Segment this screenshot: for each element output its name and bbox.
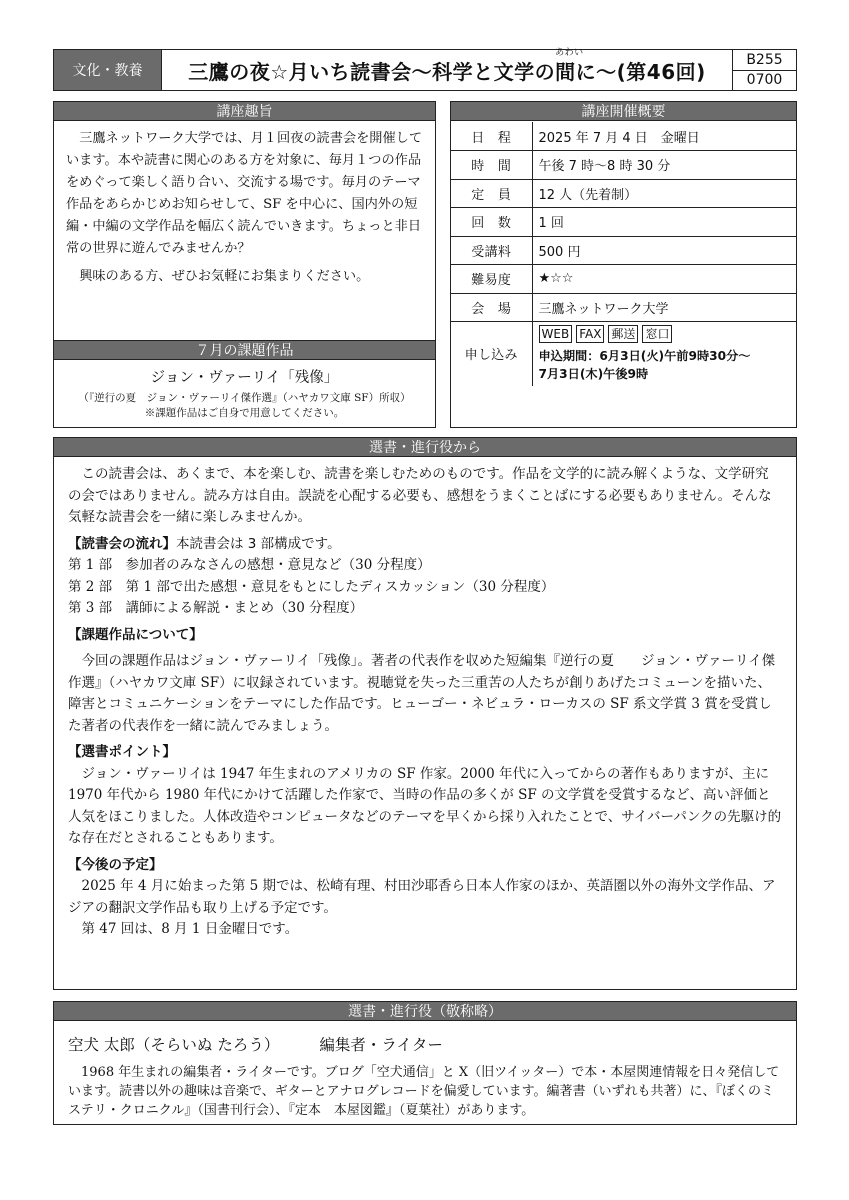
work-text: 今回の課題作品はジョン・ヴァーリイ「残像」。著者の代表作を収めた短編集『逆行の夏 ジョン・ヴァーリイ傑作選』（ハヤカワ文庫 SF）に収録されています。視聴覚を失った三重苦の人たちが創りあげたコミューンを描いた、障害とコミュニケーションをテーマにした作品です。ヒューゴー・ネビュラ・ローカスの SF 系文学賞 3 賞を受賞した著者の代表作を一緒に読んでみましょう。 — [68, 653, 776, 734]
point-text: ジョン・ヴァーリイは 1947 年生まれのアメリカの SF 作家。2000 年代に入ってからの著作もありますが、主に 1970 年代から 1980 年代にかけて活躍した作家で、当時の作品の多くが SF の文学賞を受賞するなど、高い評価と人気をほこりました。人体改造やコンピュータなどのテーマを早くから採り入れたことで、サイバーパンクの先駆け的な存在だとされることもあります。 — [68, 765, 782, 846]
course-title-post: に～(第46回) — [575, 59, 706, 84]
overview-table — [451, 122, 796, 386]
lecturer-role: 編集者・ライター — [319, 1036, 443, 1054]
course-title-pre: 三鷹の夜☆月いち読書会～科学と文学の — [188, 59, 556, 84]
aim-paragraph-1: 三鷹ネットワーク大学では、月１回夜の読書会を開催しています。本や読書に関心のある方を対象に、毎月１つの作品をめぐって楽しく語り合い、交流する場です。毎月のテーマ作品をあらかじめお知らせして、SF を中心に、国内外の短編・中編の文学作品を幅広く読んでいきます。ちょっと非日常の世界に遊んでみませんか？ — [66, 131, 423, 256]
lecturer-heading: 選書・進行役（敬称略） — [53, 1001, 797, 1021]
flow-item-1: 第 1 部 参加者のみなさんの感想・意見など（30 分程度） — [68, 557, 431, 573]
apply-label: 申し込み — [451, 322, 532, 386]
apply-method-counter: 窓口 — [642, 325, 672, 343]
overview-row-label: 回 数 — [451, 208, 532, 237]
overview-row-label: 会 場 — [451, 293, 532, 322]
course-title-ruby-base: 間 — [555, 59, 576, 84]
category-label: 文化・教養 — [54, 50, 162, 90]
overview-row — [451, 151, 796, 180]
overview-row — [451, 208, 796, 237]
overview-row-label: 定 員 — [451, 179, 532, 208]
overview-section — [450, 101, 797, 428]
overview-row — [451, 122, 796, 151]
flow-head: 【読書会の流れ】 — [68, 535, 176, 552]
book-heading: ７月の課題作品 — [53, 340, 436, 360]
overview-heading: 講座開催概要 — [450, 101, 797, 121]
overview-row-value: 12 人（先着制） — [532, 179, 796, 208]
overview-row-label: 日 程 — [451, 122, 532, 151]
future-text-1: 2025 年 4 月に始まった第 5 期では、松崎有理、村田沙耶香ら日本人作家のほか、英語圏以外の海外文学作品、アジアの翻訳文学作品も取り上げる予定です。 — [68, 878, 776, 916]
lecturer-bio: 1968 年生まれの編集者・ライターです。ブログ「空犬通信」と X（旧ツイッター）で本・本屋関連情報を日々発信しています。読書以外の趣味は音楽で、ギターとアナログレコードを偏愛しています。編著書（いずれも共著）に、『ぼくのミステリ・クロニクル』（国書刊行会）、『定本 本屋図鑑』（夏葉社）があります。 — [68, 1065, 780, 1118]
flow-item-2: 第 2 部 第 1 部で出た感想・意見をもとにしたディスカッション（30 分程度） — [68, 578, 555, 595]
flow-item-3: 第 3 部 講師による解説・まとめ（30 分程度） — [68, 600, 364, 616]
apply-method-mail: 郵送 — [608, 325, 638, 343]
book-title: ジョン・ヴァーリイ「残像」 — [150, 370, 339, 386]
course-code-top: B255 — [733, 50, 796, 71]
apply-method-web: WEB — [539, 325, 573, 343]
apply-row — [451, 322, 796, 386]
book-note: ※課題作品はご自身で用意してください。 — [144, 407, 345, 419]
overview-row-value: 500 円 — [532, 236, 796, 265]
course-header — [53, 49, 797, 91]
overview-row — [451, 265, 796, 294]
course-title — [162, 47, 733, 90]
selector-heading: 選書・進行役から — [53, 437, 797, 457]
overview-row-value: 午後 7 時～8 時 30 分 — [532, 151, 796, 180]
overview-row — [451, 236, 796, 265]
aim-text — [54, 121, 435, 288]
overview-row-label: 時 間 — [451, 151, 532, 180]
selector-section — [53, 437, 797, 990]
overview-row — [451, 293, 796, 322]
course-code-bottom: 0700 — [746, 72, 783, 89]
apply-methods — [539, 325, 797, 343]
apply-period-line-1: 申込期間：6月3日(火)午前9時30分～ — [538, 348, 751, 363]
course-title-ruby: あわい — [555, 47, 584, 58]
book-source: （『逆行の夏 ジョン・ヴァーリイ傑作選』（ハヤカワ文庫 SF）所収） — [78, 392, 411, 404]
flow-line — [68, 534, 782, 556]
lecturer-line — [54, 1021, 796, 1055]
course-code — [733, 50, 796, 90]
aim-heading: 講座趣旨 — [53, 101, 436, 121]
overview-row-value: 1 回 — [532, 208, 796, 237]
course-title-ruby-word — [555, 47, 584, 85]
lecturer-name: 空犬 太郎（そらいぬ たろう） — [68, 1036, 280, 1054]
future-head: 【今後の予定】 — [68, 856, 163, 873]
apply-period — [539, 347, 797, 383]
aim-paragraph-2: 興味のある方、ぜひお気軽にお集まりください。 — [79, 269, 370, 284]
apply-method-fax: FAX — [576, 325, 604, 343]
apply-value — [532, 322, 796, 386]
apply-period-line-2: 7月3日(木)午後9時 — [538, 366, 649, 381]
overview-row-value: 三鷹ネットワーク大学 — [532, 293, 796, 322]
overview-row-value: ★☆☆ — [532, 265, 796, 294]
point-head: 【選書ポイント】 — [68, 744, 176, 760]
aim-section — [53, 101, 436, 428]
selector-intro: この読書会は、あくまで、本を楽しむ、読書を楽しむためのものです。作品を文学的に読み解くような、文学研究の会ではありません。読み方は自由。誤読を心配する必要も、感想をうまくことばにする必要もありません。そんな気軽な読書会を一緒に楽しみませんか。 — [68, 466, 772, 525]
lecturer-section — [53, 1001, 797, 1125]
overview-row-label: 受講料 — [451, 236, 532, 265]
overview-row-label: 難易度 — [451, 265, 532, 294]
overview-row-value: 2025 年 7 月 4 日 金曜日 — [532, 122, 796, 151]
book-area — [54, 360, 435, 420]
selector-content — [54, 457, 796, 941]
future-text-2: 第 47 回は、8 月 1 日金曜日です。 — [81, 921, 299, 937]
work-head: 【課題作品について】 — [68, 626, 203, 643]
flow-text: 本読書会は 3 部構成です。 — [176, 535, 341, 552]
overview-row — [451, 179, 796, 208]
